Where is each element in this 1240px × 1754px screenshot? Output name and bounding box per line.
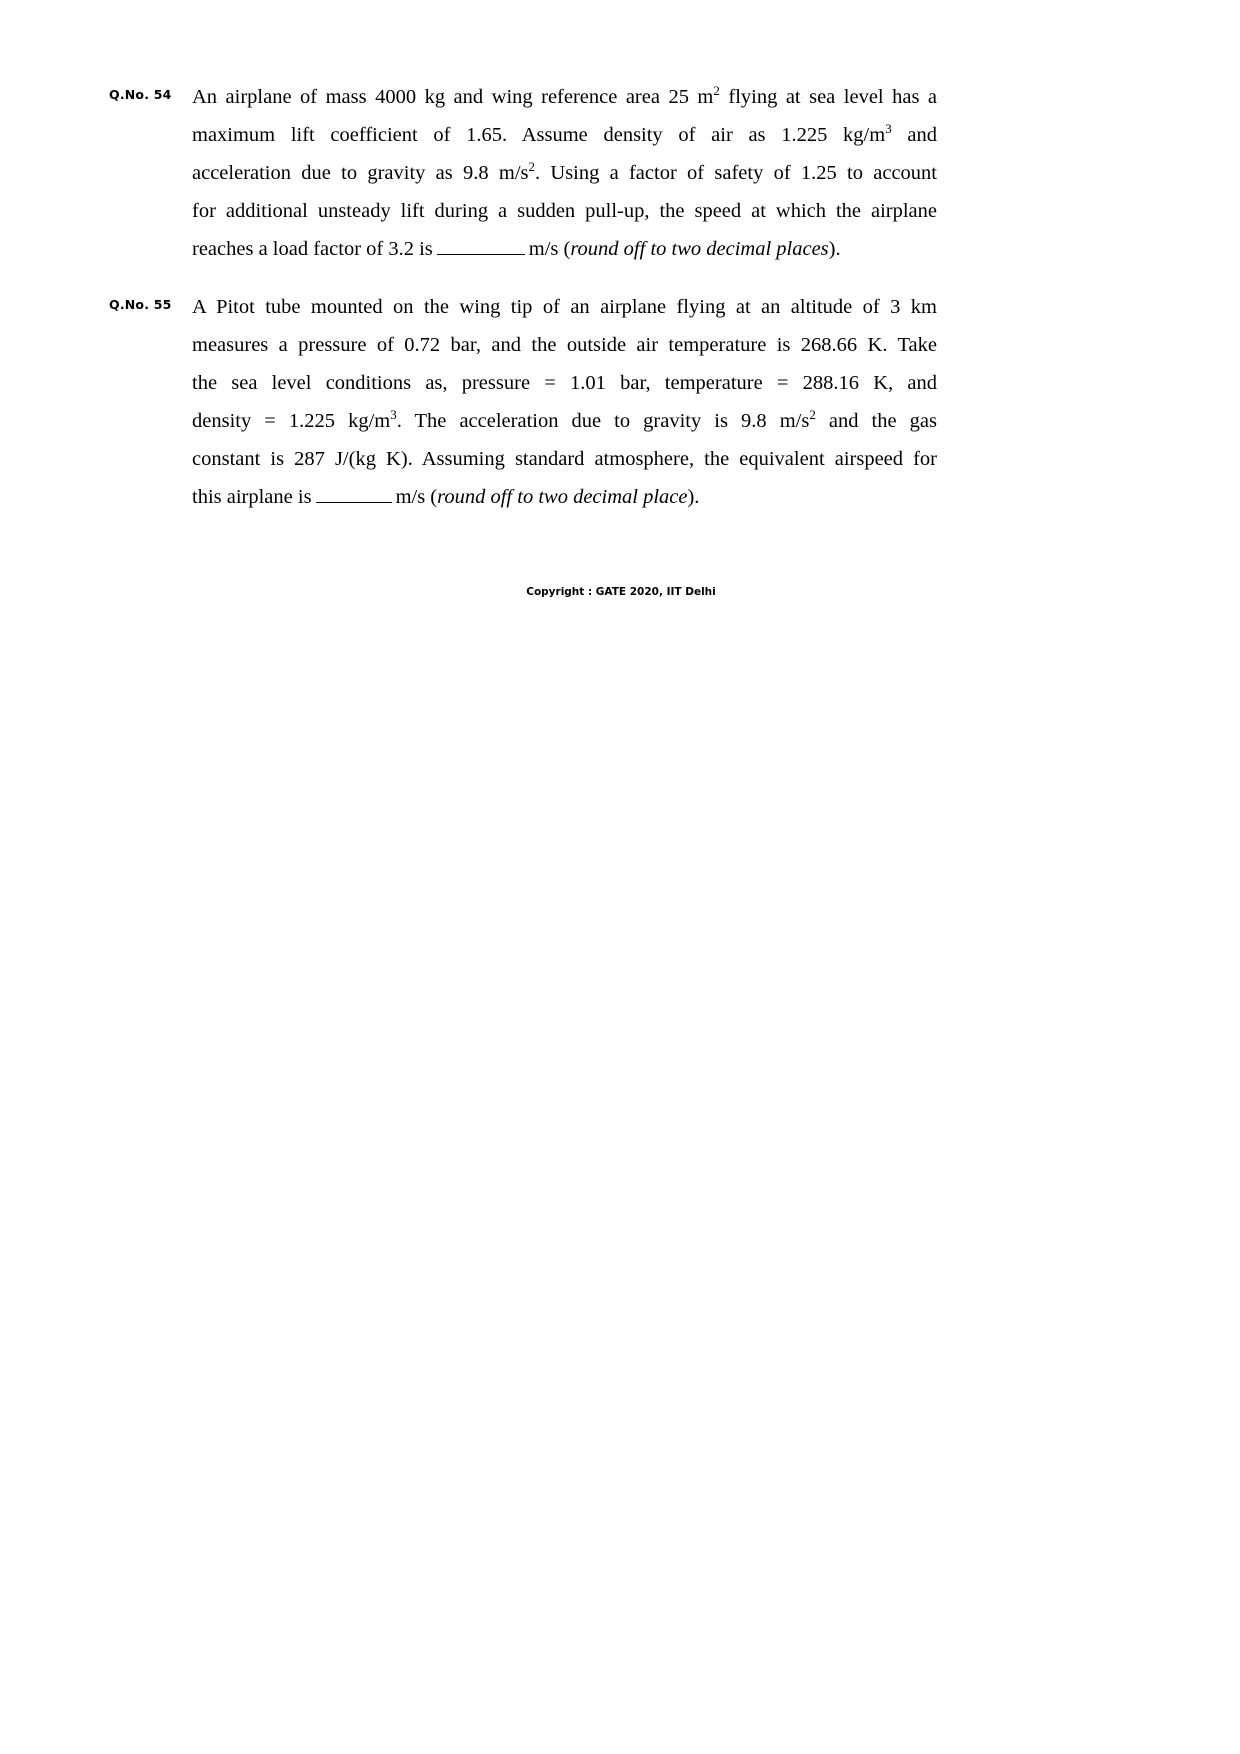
text-fragment: m/s ( [528,238,571,260]
rounding-instruction: round off to two decimal places [570,238,829,260]
question-line: measures a pressure of 0.72 bar, and the outside air temperature is 268.66 K. Take [192,334,937,356]
text-fragment: and [891,124,937,146]
question-line [192,78,937,116]
text-fragment: ). [687,486,700,508]
question-line: constant is 287 J/(kg K). Assuming standard atmosphere, the equivalent airspeed for [192,448,937,470]
rounding-instruction: round off to two decimal place [437,486,688,508]
text-fragment: . Using a factor of safety of 1.25 to account [535,162,937,184]
text-fragment: flying at sea level has a [719,86,938,108]
question-line: for additional unsteady lift during a sudden pull-up, the speed at which the airplane [192,200,937,222]
question-line: the sea level conditions as, pressure = 1.01 bar, temperature = 288.16 K, and [192,372,937,394]
text-fragment: An airplane of mass 4000 kg and wing reference area 25 m [192,86,714,108]
text-fragment: maximum lift coefficient of 1.65. Assume density of air as 1.225 kg/m [192,124,886,146]
copyright-text: Copyright : GATE 2020, IIT Delhi [526,586,716,598]
superscript: 3 [885,121,892,137]
superscript: 2 [528,159,535,175]
text-fragment: m/s ( [395,486,438,508]
text-fragment: ). [828,238,841,260]
question-number: Q.No. 55 [109,297,172,312]
question-number: Q.No. 54 [109,87,172,102]
question-line [192,116,937,154]
question-text [192,78,937,268]
page-footer [0,586,1240,598]
text-fragment: and the gas [815,410,937,432]
superscript: 2 [713,83,720,99]
superscript: 2 [809,407,816,423]
question-line [192,478,937,516]
question-line [192,154,937,192]
question-line [192,402,937,440]
text-fragment: this airplane is [192,486,312,508]
question-line: A Pitot tube mounted on the wing tip of an airplane flying at an altitude of 3 km [192,296,937,318]
text-fragment: acceleration due to gravity as 9.8 m/s [192,162,529,184]
question-line [192,230,937,268]
text-fragment: reaches a load factor of 3.2 is [192,238,433,260]
answer-blank [316,485,392,503]
answer-blank [437,237,525,255]
text-fragment: . The acceleration due to gravity is 9.8 m/s [396,410,810,432]
text-fragment: density = 1.225 kg/m [192,410,391,432]
question-text [192,288,937,516]
superscript: 3 [390,407,397,423]
